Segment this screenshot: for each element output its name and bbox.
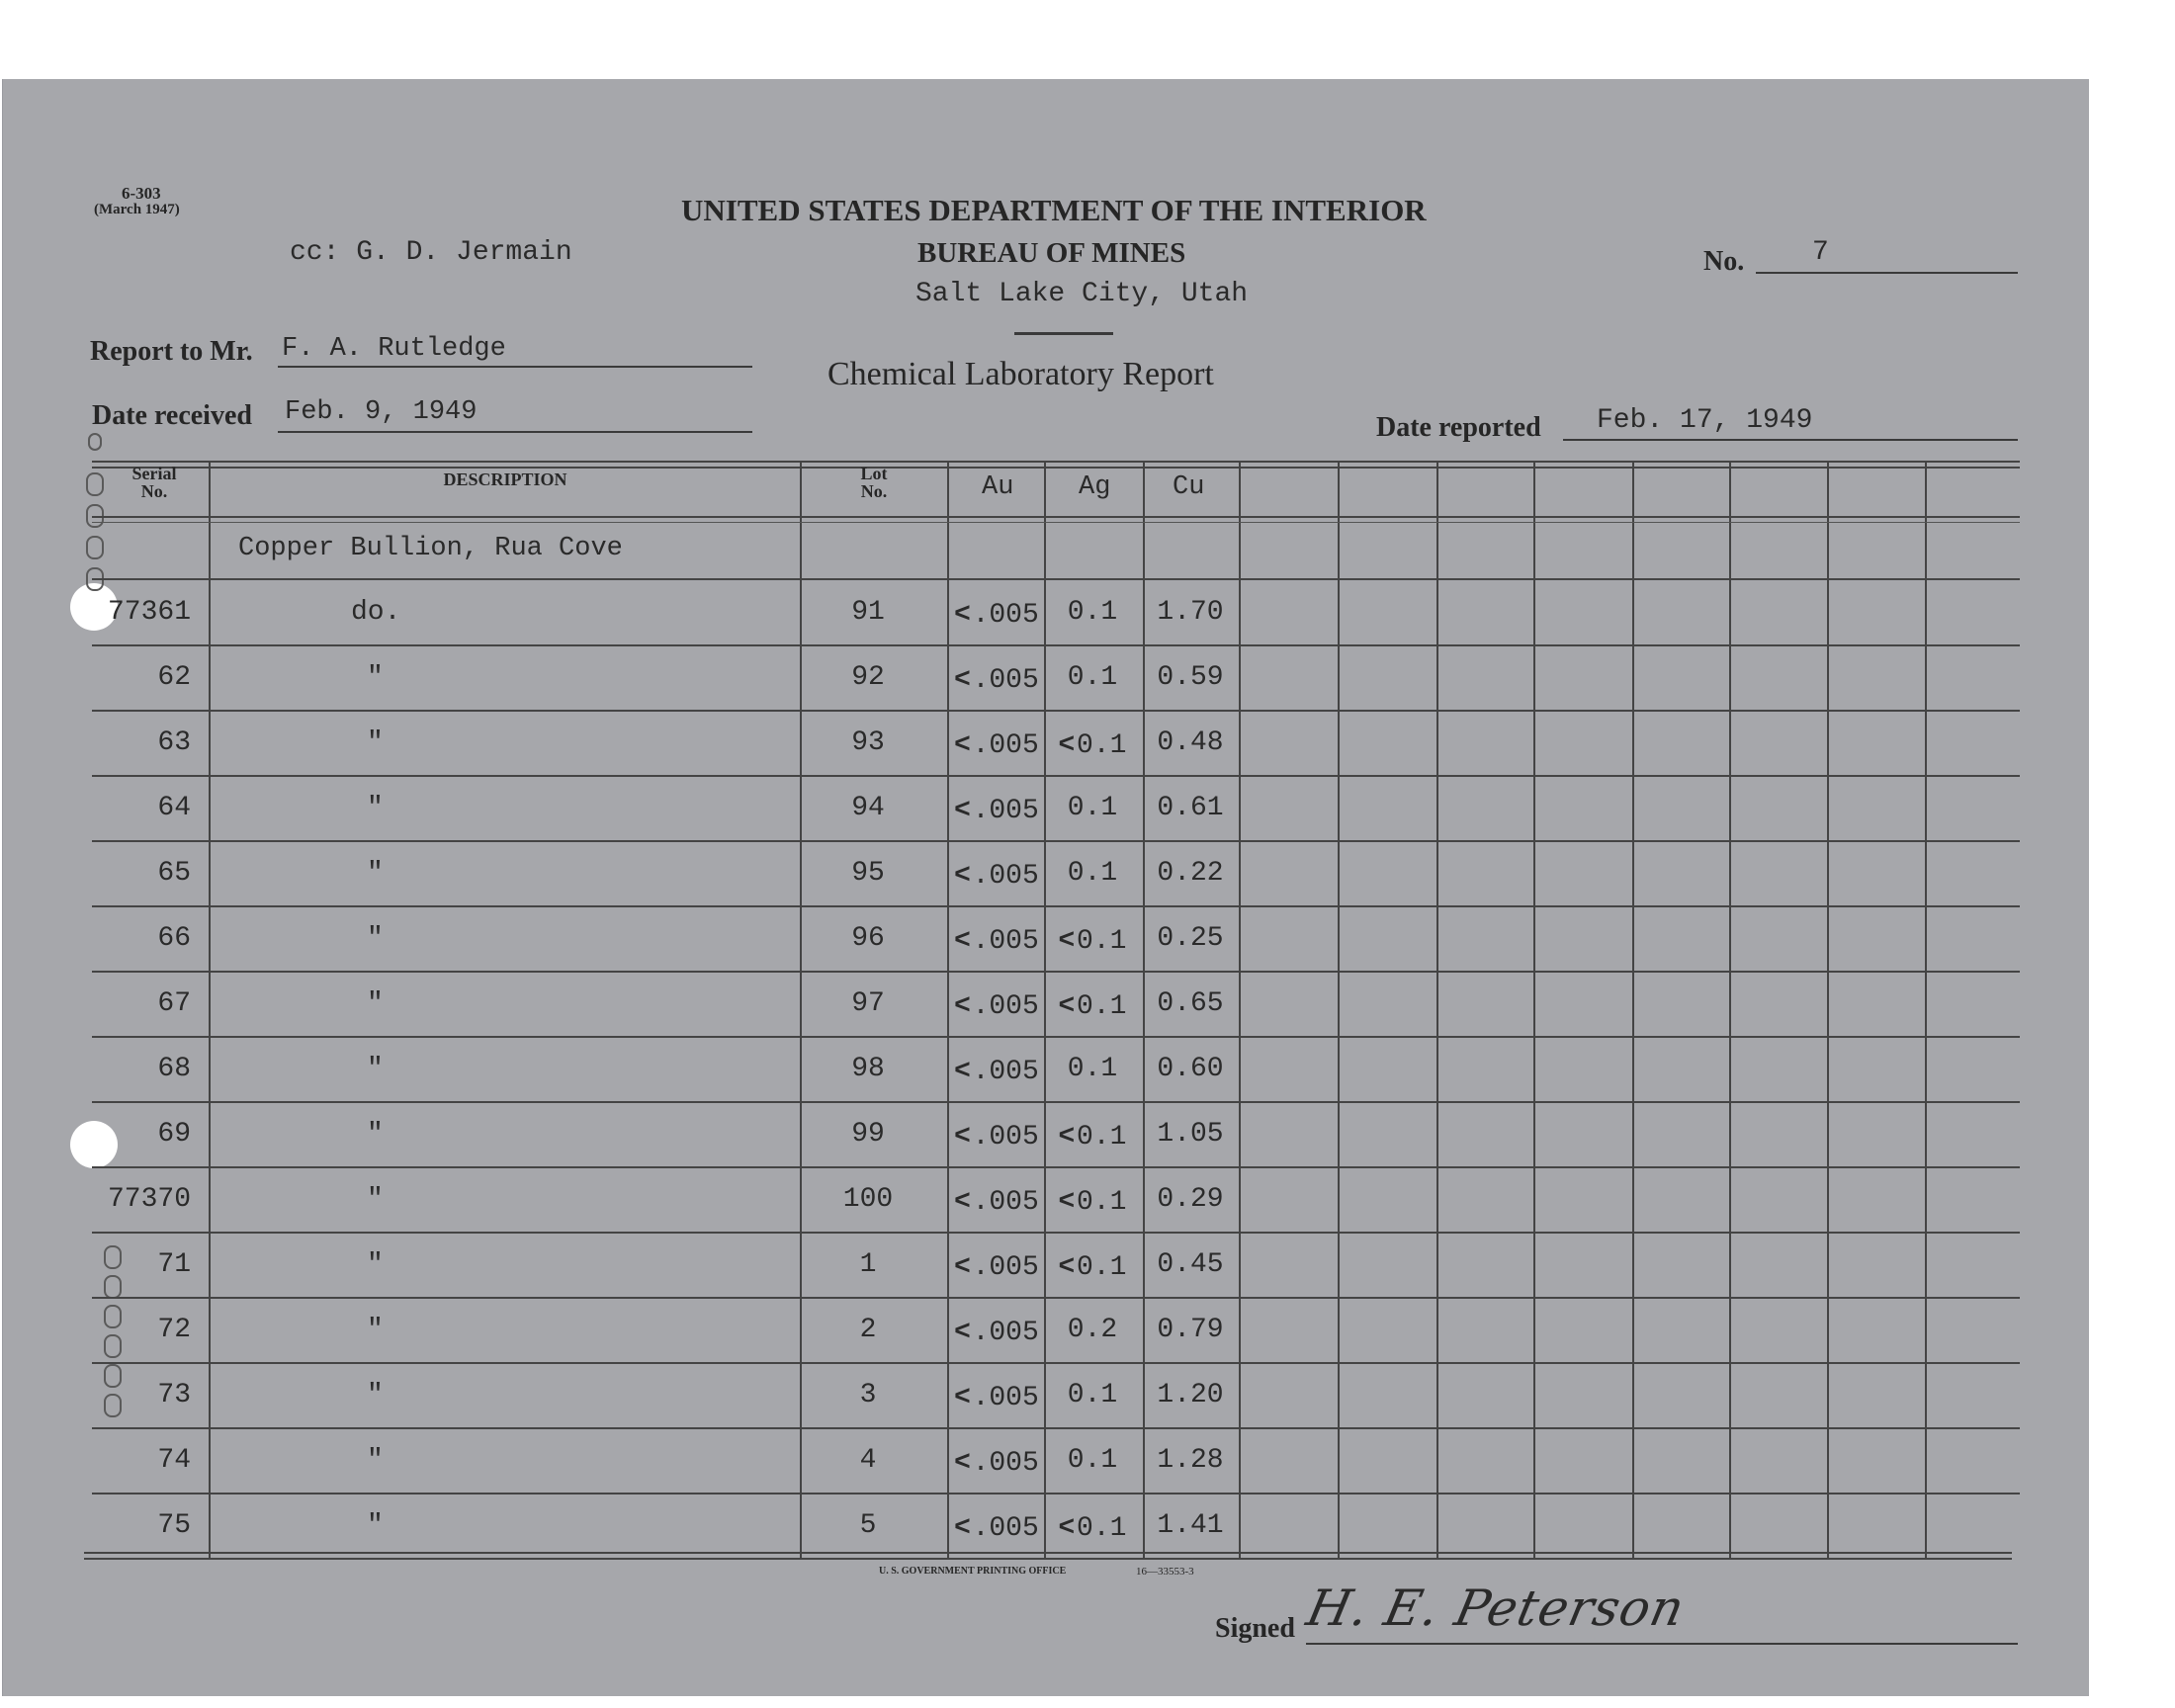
row-rule bbox=[92, 1493, 2020, 1494]
au-value: .005 bbox=[972, 1057, 1039, 1087]
less-than-mark: < bbox=[954, 1445, 971, 1476]
ag-cell bbox=[1043, 1380, 1142, 1410]
description-cell: " bbox=[367, 1445, 384, 1476]
less-than-mark: < bbox=[954, 1315, 971, 1345]
serial-cell: 72 bbox=[157, 1315, 191, 1345]
lot-cell: 5 bbox=[859, 1510, 877, 1541]
ag-cell bbox=[1043, 1184, 1142, 1218]
serial-cell: 74 bbox=[157, 1445, 191, 1476]
ag-value: 0.1 bbox=[1067, 793, 1118, 823]
cu-cell: 1.05 bbox=[1157, 1119, 1224, 1150]
description-cell: " bbox=[367, 1054, 384, 1084]
description-cell: " bbox=[367, 923, 384, 954]
ag-cell bbox=[1043, 1510, 1142, 1544]
au-cell bbox=[950, 858, 1043, 892]
ag-cell bbox=[1043, 1445, 1142, 1476]
cu-cell: 0.29 bbox=[1157, 1184, 1224, 1215]
cu-cell: 0.59 bbox=[1157, 662, 1224, 693]
au-cell bbox=[950, 727, 1043, 761]
date-received-underline bbox=[278, 431, 752, 433]
ag-value: 0.1 bbox=[1076, 730, 1127, 761]
au-value: .005 bbox=[972, 1513, 1039, 1544]
serial-cell: 69 bbox=[157, 1119, 191, 1150]
au-value: .005 bbox=[972, 1318, 1039, 1348]
description-cell: " bbox=[367, 1119, 384, 1150]
ag-cell bbox=[1043, 1054, 1142, 1084]
less-than-mark: < bbox=[954, 1184, 971, 1215]
row-rule bbox=[92, 905, 2020, 907]
description-cell: " bbox=[367, 727, 384, 758]
ag-cell bbox=[1043, 988, 1142, 1022]
serial-cell: 75 bbox=[157, 1510, 191, 1541]
lot-cell: 4 bbox=[859, 1445, 877, 1476]
signature: H. E. Peterson bbox=[1301, 1580, 1691, 1637]
header-au: Au bbox=[982, 472, 1014, 502]
description-cell: " bbox=[367, 793, 384, 823]
row-rule bbox=[92, 1036, 2020, 1038]
less-than-mark: < bbox=[954, 1380, 971, 1410]
date-reported-underline bbox=[1563, 439, 2018, 441]
header-divider bbox=[1014, 332, 1113, 335]
row-rule bbox=[92, 775, 2020, 777]
row-rule bbox=[92, 971, 2020, 973]
serial-cell: 64 bbox=[157, 793, 191, 823]
au-value: .005 bbox=[972, 1187, 1039, 1218]
lot-cell: 100 bbox=[842, 1184, 894, 1215]
row-rule bbox=[92, 644, 2020, 646]
ag-value: 0.1 bbox=[1076, 1187, 1127, 1218]
au-value: .005 bbox=[972, 796, 1039, 826]
ag-value: 0.1 bbox=[1076, 1122, 1127, 1153]
lot-cell: 1 bbox=[859, 1249, 877, 1280]
serial-cell: 65 bbox=[157, 858, 191, 889]
report-to-value: F. A. Rutledge bbox=[282, 334, 506, 364]
signature-underline bbox=[1306, 1643, 2018, 1645]
row-rule bbox=[92, 1101, 2020, 1103]
less-than-mark: < bbox=[1058, 1249, 1075, 1280]
lot-cell: 92 bbox=[851, 662, 885, 693]
au-cell bbox=[950, 1119, 1043, 1153]
serial-cell: 66 bbox=[157, 923, 191, 954]
cu-cell: 0.61 bbox=[1157, 793, 1224, 823]
less-than-mark: < bbox=[954, 727, 971, 758]
less-than-mark: < bbox=[954, 793, 971, 823]
cu-cell: 1.41 bbox=[1157, 1510, 1224, 1541]
au-value: .005 bbox=[972, 665, 1039, 696]
description-cell: do. bbox=[351, 597, 401, 628]
table-bottom-rule bbox=[84, 1552, 2012, 1554]
ag-cell bbox=[1043, 923, 1142, 957]
header-cu: Cu bbox=[1173, 472, 1205, 502]
cu-cell: 0.79 bbox=[1157, 1315, 1224, 1345]
ag-cell bbox=[1043, 662, 1142, 693]
header-ag: Ag bbox=[1079, 472, 1111, 502]
ag-cell bbox=[1043, 1249, 1142, 1283]
au-cell bbox=[950, 988, 1043, 1022]
au-value: .005 bbox=[972, 1383, 1039, 1413]
lot-cell: 93 bbox=[851, 727, 885, 758]
row-rule bbox=[92, 1166, 2020, 1168]
ag-cell bbox=[1043, 727, 1142, 761]
lot-cell: 95 bbox=[851, 858, 885, 889]
report-no-label: No. bbox=[1703, 246, 1745, 277]
ag-value: 0.1 bbox=[1067, 858, 1118, 889]
report-title: Chemical Laboratory Report bbox=[827, 356, 1214, 392]
signed-label: Signed bbox=[1215, 1613, 1295, 1644]
serial-cell: 71 bbox=[157, 1249, 191, 1280]
ag-cell bbox=[1043, 793, 1142, 823]
less-than-mark: < bbox=[954, 1054, 971, 1084]
row-rule bbox=[92, 710, 2020, 712]
less-than-mark: < bbox=[954, 597, 971, 628]
date-received-label: Date received bbox=[92, 400, 252, 431]
form-number: 6-303 bbox=[122, 184, 161, 203]
au-cell bbox=[950, 1315, 1043, 1348]
row-rule bbox=[92, 1232, 2020, 1234]
ag-value: 0.1 bbox=[1067, 1380, 1118, 1410]
ag-value: 0.1 bbox=[1076, 991, 1127, 1022]
date-reported-value: Feb. 17, 1949 bbox=[1597, 405, 1813, 436]
lot-cell: 97 bbox=[851, 988, 885, 1019]
au-cell bbox=[950, 1054, 1043, 1087]
less-than-mark: < bbox=[1058, 988, 1075, 1019]
description-cell: " bbox=[367, 858, 384, 889]
report-no-underline bbox=[1756, 272, 2018, 274]
description-cell: " bbox=[367, 1249, 384, 1280]
lot-cell: 2 bbox=[859, 1315, 877, 1345]
cu-cell: 0.25 bbox=[1157, 923, 1224, 954]
less-than-mark: < bbox=[1058, 1184, 1075, 1215]
cu-cell: 1.20 bbox=[1157, 1380, 1224, 1410]
bureau-title: BUREAU OF MINES bbox=[917, 237, 1186, 269]
ag-value: 0.1 bbox=[1067, 597, 1118, 628]
ag-cell bbox=[1043, 1315, 1142, 1345]
less-than-mark: < bbox=[954, 1119, 971, 1150]
description-cell: " bbox=[367, 1184, 384, 1215]
header-description: DESCRIPTION bbox=[443, 470, 567, 489]
ag-value: 0.1 bbox=[1076, 926, 1127, 957]
serial-cell: 63 bbox=[157, 727, 191, 758]
ag-cell bbox=[1043, 1119, 1142, 1153]
intro-description: Copper Bullion, Rua Cove bbox=[238, 534, 623, 563]
less-than-mark: < bbox=[1058, 923, 1075, 954]
au-value: .005 bbox=[972, 730, 1039, 761]
au-value: .005 bbox=[972, 1252, 1039, 1283]
description-cell: " bbox=[367, 662, 384, 693]
header-serial-no: Serial No. bbox=[131, 464, 177, 501]
description-cell: " bbox=[367, 1510, 384, 1541]
location-line: Salt Lake City, Utah bbox=[915, 279, 1249, 309]
au-cell bbox=[950, 662, 1043, 696]
date-reported-label: Date reported bbox=[1376, 412, 1541, 443]
cu-cell: 0.60 bbox=[1157, 1054, 1224, 1084]
description-cell: " bbox=[367, 988, 384, 1019]
au-cell bbox=[950, 1445, 1043, 1479]
report-to-label: Report to Mr. bbox=[90, 336, 253, 367]
au-cell bbox=[950, 1380, 1043, 1413]
cu-cell: 1.28 bbox=[1157, 1445, 1224, 1476]
cu-cell: 0.45 bbox=[1157, 1249, 1224, 1280]
header-lot-no: Lot No. bbox=[860, 464, 888, 501]
lot-cell: 99 bbox=[851, 1119, 885, 1150]
row-rule bbox=[92, 840, 2020, 842]
lot-cell: 91 bbox=[851, 597, 885, 628]
printer-credit: U. S. GOVERNMENT PRINTING OFFICE bbox=[879, 1566, 1067, 1577]
ag-value: 0.1 bbox=[1076, 1252, 1127, 1283]
au-value: .005 bbox=[972, 1448, 1039, 1479]
au-cell bbox=[950, 1184, 1043, 1218]
description-cell: " bbox=[367, 1380, 384, 1410]
serial-cell: 67 bbox=[157, 988, 191, 1019]
cu-cell: 1.70 bbox=[1157, 597, 1224, 628]
ag-value: 0.1 bbox=[1067, 1445, 1118, 1476]
department-title: UNITED STATES DEPARTMENT OF THE INTERIOR bbox=[681, 193, 1427, 227]
ag-cell bbox=[1043, 858, 1142, 889]
lot-cell: 94 bbox=[851, 793, 885, 823]
cc-line: cc: G. D. Jermain bbox=[290, 237, 572, 268]
cu-cell: 0.65 bbox=[1157, 988, 1224, 1019]
cu-cell: 0.48 bbox=[1157, 727, 1224, 758]
less-than-mark: < bbox=[1058, 1510, 1075, 1541]
cu-cell: 0.22 bbox=[1157, 858, 1224, 889]
ag-value: 0.2 bbox=[1067, 1315, 1118, 1345]
row-rule bbox=[92, 1362, 2020, 1364]
report-no-value: 7 bbox=[1812, 237, 1829, 268]
ag-value: 0.1 bbox=[1067, 1054, 1118, 1084]
print-code: 16—33553-3 bbox=[1136, 1566, 1194, 1578]
serial-cell: 73 bbox=[157, 1380, 191, 1410]
report-sheet bbox=[2, 79, 2089, 1696]
lot-cell: 98 bbox=[851, 1054, 885, 1084]
au-value: .005 bbox=[972, 991, 1039, 1022]
row-rule bbox=[92, 1427, 2020, 1429]
serial-cell: 62 bbox=[157, 662, 191, 693]
ag-value: 0.1 bbox=[1067, 662, 1118, 693]
au-cell bbox=[950, 923, 1043, 957]
au-value: .005 bbox=[972, 861, 1039, 892]
au-cell bbox=[950, 793, 1043, 826]
au-cell bbox=[950, 597, 1043, 631]
au-cell bbox=[950, 1510, 1043, 1544]
ag-value: 0.1 bbox=[1076, 1513, 1127, 1544]
form-date: (March 1947) bbox=[94, 202, 180, 217]
ag-cell bbox=[1043, 597, 1142, 628]
less-than-mark: < bbox=[954, 923, 971, 954]
row-rule bbox=[92, 1297, 2020, 1299]
less-than-mark: < bbox=[954, 662, 971, 693]
less-than-mark: < bbox=[1058, 1119, 1075, 1150]
less-than-mark: < bbox=[954, 1510, 971, 1541]
less-than-mark: < bbox=[954, 988, 971, 1019]
less-than-mark: < bbox=[954, 858, 971, 889]
less-than-mark: < bbox=[1058, 727, 1075, 758]
au-value: .005 bbox=[972, 1122, 1039, 1153]
report-to-underline bbox=[278, 366, 752, 368]
date-received-value: Feb. 9, 1949 bbox=[285, 397, 478, 427]
serial-cell: 68 bbox=[157, 1054, 191, 1084]
description-cell: " bbox=[367, 1315, 384, 1345]
serial-cell: 77361 bbox=[107, 597, 191, 628]
serial-cell: 77370 bbox=[107, 1184, 191, 1215]
au-cell bbox=[950, 1249, 1043, 1283]
lot-cell: 3 bbox=[859, 1380, 877, 1410]
au-value: .005 bbox=[972, 600, 1039, 631]
lot-cell: 96 bbox=[851, 923, 885, 954]
less-than-mark: < bbox=[954, 1249, 971, 1280]
au-value: .005 bbox=[972, 926, 1039, 957]
